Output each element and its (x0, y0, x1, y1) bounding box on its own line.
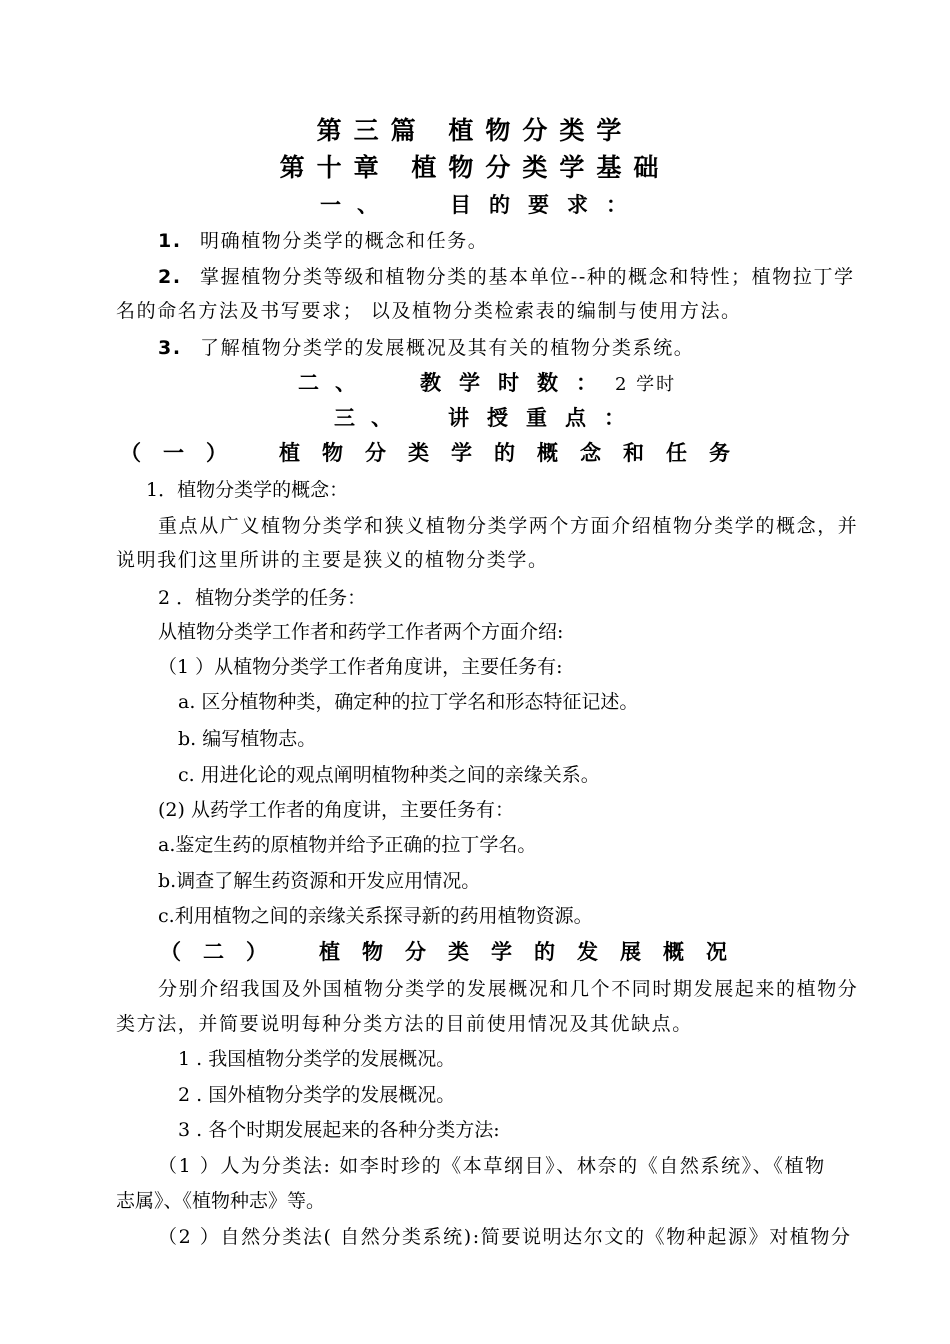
section-2-label: 二、 (298, 370, 372, 395)
list-item: （2 ）自然分类法( 自然分类系统):简要说明达尔文的《物种起源》对植物分 (158, 1226, 852, 1248)
objective-3-number: 3. (158, 337, 182, 359)
subsection-1-label: （一） (120, 440, 249, 465)
chapter-title: 第十章 植物分类学基础 (279, 153, 671, 182)
paragraph-line: 说明我们这里所讲的主要是狭义的植物分类学。 (116, 549, 549, 571)
list-item: c. 用进化论的观点阐明植物种类之间的亲缘关系。 (178, 764, 600, 786)
concept-heading: 1．植物分类学的概念： (146, 479, 349, 501)
list-item: b. 编写植物志。 (178, 728, 317, 750)
section-1-title: 目的要求： (450, 192, 645, 217)
list-item: (2) 从药学工作者的角度讲，主要任务有： (158, 799, 514, 821)
objective-3 (158, 336, 694, 360)
paragraph-line: 志属》、《植物种志》等。 (116, 1190, 326, 1212)
objective-1-number: 1. (158, 230, 182, 252)
objective-1-text: 明确植物分类学的概念和任务。 (200, 230, 489, 252)
list-item: 2 . 国外植物分类学的发展概况。 (178, 1084, 456, 1106)
section-1-label: 一、 (320, 192, 394, 217)
section-2-title: 教学时数： (420, 370, 615, 395)
section-3-title: 讲授重点： (448, 405, 643, 430)
task-heading: 2 ．植物分类学的任务： (158, 587, 367, 609)
objective-1 (158, 229, 488, 253)
objective-2 (158, 265, 855, 289)
section-2-heading (298, 371, 676, 397)
list-item: c.利用植物之间的亲缘关系探寻新的药用植物资源。 (158, 905, 593, 927)
list-item: （1 ）人为分类法: 如李时珍的《本草纲目》、林奈的《自然系统》、《植物 (158, 1155, 826, 1177)
section-1-heading (320, 193, 645, 217)
list-item: （1 ）从植物分类学工作者角度讲，主要任务有: (158, 656, 563, 678)
part-title: 第三篇 植物分类学 (316, 116, 634, 145)
paragraph-line: 重点从广义植物分类学和狭义植物分类学两个方面介绍植物分类学的概念，并 (158, 515, 859, 537)
paragraph-line: 从植物分类学工作者和药学工作者两个方面介绍: (158, 621, 564, 643)
subsection-2-title: 植物分类学的发展概况 (319, 939, 749, 964)
objective-3-text: 了解植物分类学的发展概况及其有关的植物分类系统。 (200, 337, 695, 359)
subsection-2-label: （二） (160, 939, 289, 964)
list-item: 3 . 各个时期发展起来的各种分类方法: (178, 1119, 500, 1141)
list-item: b.调查了解生药资源和开发应用情况。 (158, 870, 481, 892)
objective-2-number: 2. (158, 266, 182, 288)
section-3-label: 三、 (334, 405, 408, 430)
teaching-hours-value: 2 学时 (615, 374, 677, 395)
subsection-1-title: 植物分类学的概念和任务 (279, 440, 752, 465)
paragraph-line: 类方法，并简要说明每种分类方法的目前使用情况及其优缺点。 (116, 1013, 693, 1035)
objective-2-continuation: 名的命名方法及书写要求； 以及植物分类检索表的编制与使用方法。 (116, 300, 742, 322)
list-item: 1 . 我国植物分类学的发展概况。 (178, 1048, 456, 1070)
subsection-1-heading (120, 441, 752, 465)
list-item: a. 区分植物种类，确定种的拉丁学名和形态特征记述。 (178, 691, 639, 713)
objective-2-text: 掌握植物分类等级和植物分类的基本单位--种的概念和特性；植物拉丁学 (200, 266, 855, 288)
subsection-2-heading (160, 940, 749, 964)
section-3-heading (334, 406, 643, 430)
list-item: a.鉴定生药的原植物并给予正确的拉丁学名。 (158, 834, 537, 856)
paragraph-line: 分别介绍我国及外国植物分类学的发展概况和几个不同时期发展起来的植物分 (158, 978, 859, 1000)
